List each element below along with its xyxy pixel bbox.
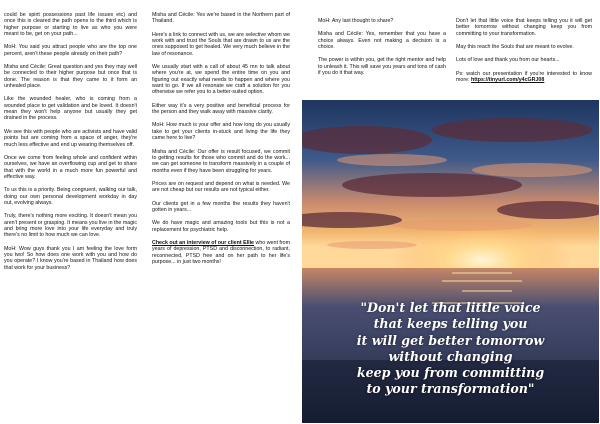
paragraph: Lots of love and thank you from our hearts... (456, 57, 560, 64)
quote-line: to your transformation" (366, 381, 535, 397)
paragraph: Misha and Cécile: Yes, remember that you have a choice always. Even not making a decision is a choice. (318, 31, 446, 51)
text-column-4 (456, 18, 592, 90)
paragraph: MoH: Any last thought to share? (318, 18, 394, 24)
quote-line: without changing (388, 348, 513, 364)
paragraph: Misha and Cécile: Our offer is result focused, we commit to getting results for those who commit and do the work... we can get someone to transform massively in a couple of months even if they have been struggling for years. (152, 148, 290, 174)
pull-quote (302, 300, 599, 398)
quote-line: keep you from committing (356, 365, 545, 381)
ps-paragraph (456, 71, 592, 84)
paragraph: Once we come from feeling whole and confident within ourselves, we have an overflowing cup and get to share that with the world in a much more fun powerful and effective way. (4, 154, 137, 180)
paragraph: could be spirit possessions past life issues etc) and once this is cleared the path opens to the third which is higher purpose or starting to live as who you were meant to be, get on your path... (4, 12, 137, 38)
paragraph: Misha and Cécile: Yes we're based in the Northern part of Thailand. (152, 12, 290, 25)
text-column-3 (318, 18, 446, 83)
quote-line: it will get better tomorrow (356, 332, 545, 348)
paragraph: Like the wounded healer, who is coming from a wounded place to get validation and be loved. It doesn't mean they won't help anyone but usually they get drained in the process. (4, 96, 137, 122)
paragraph: The power is within you, get the right mentor and help to unleash it. This will save you years and tons of cash if you do it that way. (318, 57, 446, 77)
paragraph: Our clients get in a few months the results they haven't gotten in years... (152, 200, 290, 213)
quote-line: "Don't let that little voice (360, 300, 541, 315)
paragraph: To us this is a priority. Being congruent, walking our talk, doing our own personal development workday in day out, evolving always. (4, 187, 137, 206)
paragraph: Either way it's a very positive and beneficial process for the person and they walk away with massive clarity. (152, 102, 290, 116)
paragraph: Here's a link to connect with us, we are selective whom we work with and trust the Souls that are drawn to us are the ones supposed to get healed. We very much believe in the law of resonance. (152, 31, 290, 57)
paragraph: MoH: You said you attract people who are the top one percent, aren't these people already on their path? (4, 44, 137, 57)
paragraph: Truly, there's nothing more exciting. It doesn't mean you aren't present or grasping. It means you live in the magic and bring more love into your life everyday and truly there's no limit to how much we can love. (4, 213, 137, 239)
interview-link[interactable]: Check out an interview of our client Ellie (152, 239, 255, 246)
paragraph: We see this with people who are activists and have valid points but are coming from a space of anger, they're much less effective and end up wearing themselves off. (4, 128, 137, 148)
sunset-photo (302, 100, 599, 423)
presentation-link[interactable]: https://tinyurl.com/y4cGRJ08 (471, 77, 545, 84)
paragraph: Misha and Cécile: Great question and yes they may well be connected to their higher purpose but once that is done. The reason is that they came to it form an unhealed place. (4, 64, 137, 90)
paragraph: We usually start with a call of about 45 mn to talk about where you're at, we spend the entire time on you and figuring out exactly what needs to happen and where you want to go. If we all resonate we craft a solution for you otherwise we refer you to a better-suited option. (152, 64, 290, 96)
paragraph: Prices are on request and depend on what is needed. We are not cheap but our results are not typical either. (152, 180, 290, 194)
paragraph: May this reach the Souls that are meant to evolve. (456, 44, 574, 51)
text-column-2 (152, 12, 290, 272)
paragraph: MoH: Wow guys thank you I am feeling the love form you two! So how does one work with you and how do you operate? I know you're based in Thailand how does that work for your business? (4, 245, 137, 271)
text-column-1 (4, 12, 137, 278)
quote-line: that keeps telling you (373, 316, 528, 332)
ps-text: Ps: watch our presentation if you're interested to know more: (456, 70, 592, 84)
paragraph: MoH: How much is your offer and how long do you usually take to get your clients in-stuck and living the life they came here to live? (152, 122, 290, 142)
paragraph: Don't let that little voice that keeps telling you it will get better tomorrow without changing keep you from committing to your transformation. (456, 18, 592, 37)
interview-paragraph (152, 240, 290, 265)
interview-text: who went from years of depression, PTSD and disconnection, to radiant, reconnected, PTSD free and on her path to her life's purpose... in just two months! (152, 239, 291, 265)
paragraph: We do have magic and amazing tools but this is not a replacement for psychiatric help. (152, 220, 290, 233)
